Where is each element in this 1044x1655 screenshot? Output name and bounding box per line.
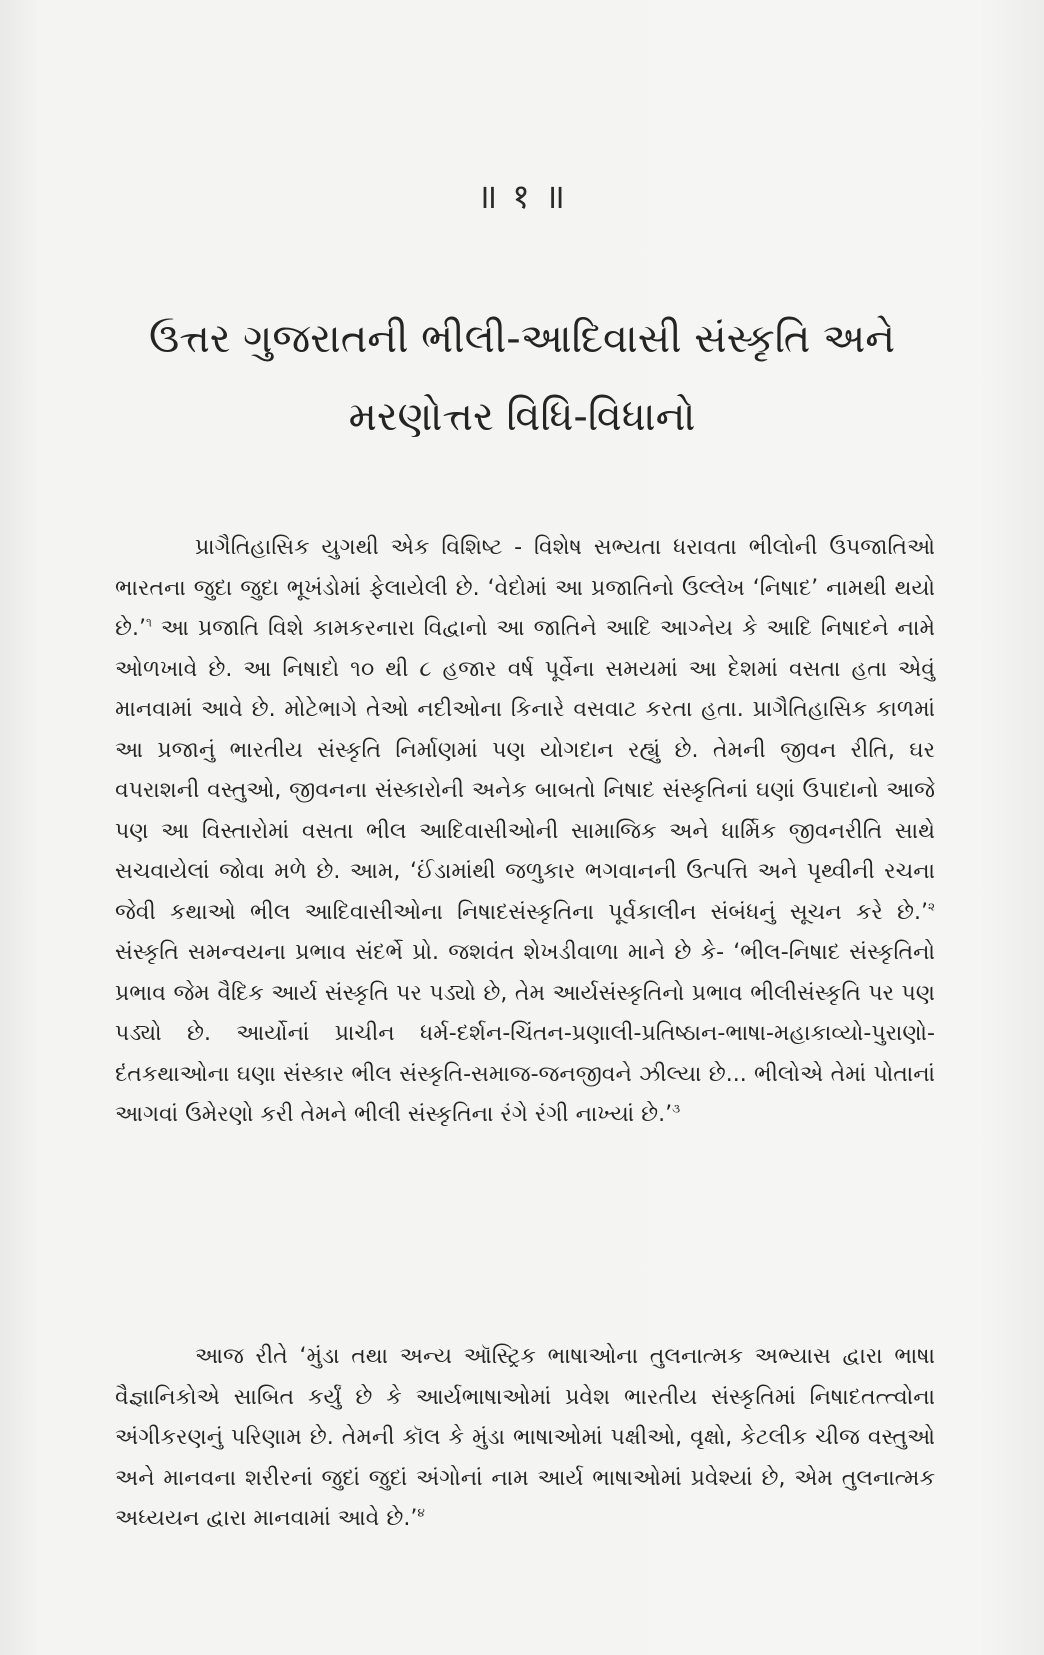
paragraph-1-text-c: સંસ્કૃતિ સમન્વયના પ્રભાવ સંદર્ભે પ્રો. જશવંત શેખડીવાળા માને છે કે- ‘ભીલ-નિષાદ સંસ્કૃતિનો પ્રભાવ જેમ વૈદિક આર્ય સંસ્કૃતિ પર પડ્યો છે, તેમ આર્યસંસ્કૃતિનો પ્રભાવ ભીલીસંસ્કૃતિ પર પણ પડ્યો છે. આર્યોનાં પ્રાચીન ધર્મ-દર્શન-ચિંતન-પ્રણાલી-પ્રતિષ્ઠાન-ભાષા-મહાકાવ્યો-પુરાણો-દંતકથાઓના ઘણા સંસ્કાર ભીલ સંસ્કૃતિ-સમાજ-જનજીવને ઝીલ્યા છે... ભીલોએ તેમાં પોતાનાં આગવાં ઉમેરણો કરી તેમને ભીલી સંસ્કૃતિના રંગે રંગી નાખ્યાં છે.’ <box>115 940 935 1127</box>
paragraph-1-text-a: પ્રાગૈતિહાસિક યુગથી એક વિશિષ્ટ - વિશેષ સભ્યતા ધરાવતા ભીલોની ઉપજાતિઓ ભારતના જુદા જુદા ભૂખંડોમાં ફેલાયેલી છે. ‘વેદોમાં આ પ્રજાતિનો ઉલ્લેખ ‘નિષાદ’ નામથી થયો છે.’ <box>115 535 935 641</box>
chapter-title <box>100 300 944 456</box>
body-paragraph-1 <box>115 528 935 1136</box>
footnote-marker-4: ૪ <box>417 1505 425 1520</box>
chapter-number: ॥ १ ॥ <box>476 177 568 217</box>
chapter-title-line-1: ઉત્તર ગુજરાતની ભીલી-આદિવાસી સંસ્કૃતિ અને <box>148 316 895 362</box>
body-paragraph-2 <box>115 1337 935 1540</box>
footnote-marker-1: ૧ <box>146 615 152 630</box>
chapter-title-line-2: મરણોત્તર વિધિ-વિધાનો <box>348 394 696 440</box>
paragraph-2-text-a: આજ રીતે ‘મુંડા તથા અન્ય ઑસ્ટ્રિક ભાષાઓના તુલનાત્મક અભ્યાસ દ્વારા ભાષા વૈજ્ઞાનિકોએ સાબિત કર્યું છે કે આર્યભાષાઓમાં પ્રવેશ ભારતીય સંસ્કૃતિમાં નિષાદતત્ત્વોના અંગીકરણનું પરિણામ છે. તેમની કૉલ કે મુંડા ભાષાઓમાં પક્ષીઓ, વૃક્ષો, કેટલીક ચીજ વસ્તુઓ અને માનવના શરીરનાં જુદાં જુદાં અંગોનાં નામ આર્ય ભાષાઓમાં પ્રવેશ્યાં છે, એમ તુલનાત્મક અધ્યયન દ્વારા માનવામાં આવે છે.’ <box>115 1344 935 1531</box>
footnote-marker-3: ૩ <box>672 1101 681 1116</box>
paragraph-1-text-b: આ પ્રજાતિ વિશે કામકરનારા વિદ્વાનો આ જાતિને આદિ આગ્નેય કે આદિ નિષાદને નામે ઓળખાવે છે. આ નિષાદો ૧૦ થી ૮ હજાર વર્ષ પૂર્વેના સમયમાં આ દેશમાં વસતા હતા એવું માનવામાં આવે છે. મોટેભાગે તેઓ નદીઓના કિનારે વસવાટ કરતા હતા. પ્રાગૈતિહાસિક કાળમાં આ પ્રજાનું ભારતીય સંસ્કૃતિ નિર્માણમાં પણ યોગદાન રહ્યું છે. તેમની જીવન રીતિ, ઘર વપરાશની વસ્તુઓ, જીવનના સંસ્કારોની અનેક બાબતો નિષાદ સંસ્કૃતિનાં ઘણાં ઉપાદાનો આજે પણ આ વિસ્તારોમાં વસતા ભીલ આદિવાસીઓની સામાજિક અને ધાર્મિક જીવનરીતિ સાથે સચવાયેલાં જોવા મળે છે. આમ, ‘ઈંડામાંથી જળુકાર ભગવાનની ઉત્પત્તિ અને પૃથ્વીની રચના જેવી કથાઓ ભીલ આદિવાસીઓના નિષાદસંસ્કૃતિના પૂર્વકાલીન સંબંધનું સૂચન કરે છે.’ <box>115 616 935 925</box>
footnote-marker-2: ૨ <box>927 899 935 914</box>
